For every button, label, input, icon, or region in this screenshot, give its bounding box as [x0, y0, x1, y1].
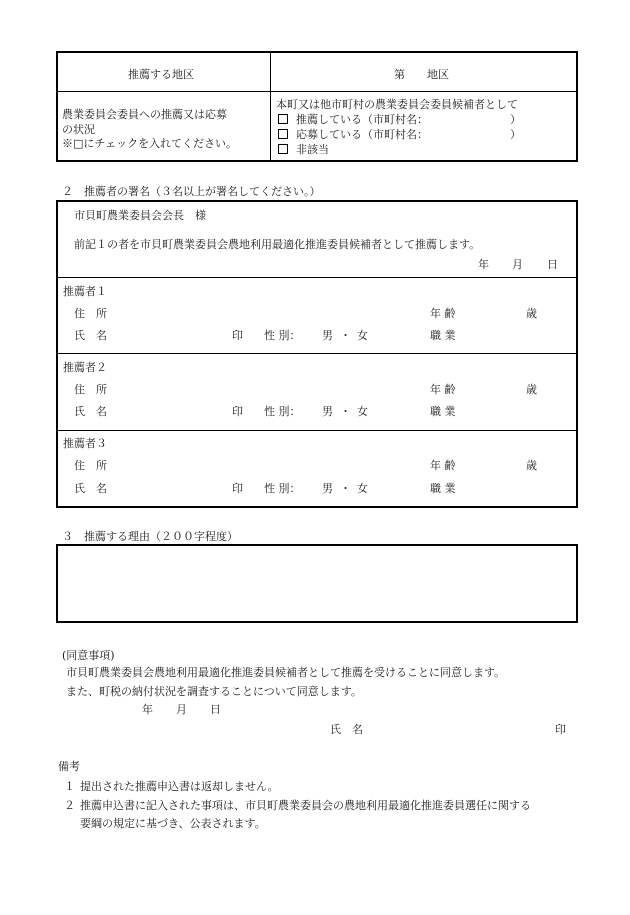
occupation-label: 職 業	[430, 405, 456, 418]
section2-heading: ２ 推薦者の署名（３名以上が署名してください。）	[62, 185, 321, 198]
gender-female[interactable]: 女	[357, 482, 368, 495]
age-label: 年 齢	[430, 383, 456, 396]
district-label: 推薦する地区	[128, 68, 194, 81]
gender-female[interactable]: 女	[357, 405, 368, 418]
option-applied-close: ）	[510, 128, 521, 141]
note-text: 提出された推薦申込書は返却しません。	[80, 780, 279, 793]
checkbox-icon[interactable]	[278, 114, 288, 124]
seal-mark: 印	[232, 329, 243, 342]
gender-separator: ・	[340, 482, 351, 495]
age-unit: 歳	[526, 383, 537, 396]
address-label: 住 所	[74, 307, 107, 320]
gender-male[interactable]: 男	[322, 405, 333, 418]
option-recommended[interactable]: 推薦している（市町村名：	[278, 111, 428, 127]
recommend-statement: 前記１の者を市貝町農業委員会農地利用最適化推進委員候補者として推薦します。	[74, 238, 481, 251]
recommender-divider-3	[57, 430, 577, 431]
date-day: 日	[547, 258, 558, 271]
occupation-label: 職 業	[430, 329, 456, 342]
section3-heading: ３ 推薦する理由（２００字程度）	[62, 530, 238, 543]
status-label-line3: ※□にチェックを入れてください。	[62, 137, 238, 150]
district-table-divider	[270, 52, 271, 161]
name-label: 氏 名	[74, 329, 107, 342]
status-label-line2: の状況	[62, 123, 95, 136]
address-label: 住 所	[74, 459, 107, 472]
recommender-divider-1	[57, 277, 577, 278]
addressee: 市貝町農業委員会会長 様	[74, 209, 206, 222]
option-not-applicable[interactable]: 非該当	[278, 141, 329, 157]
consent-year: 年	[142, 703, 153, 716]
address-label: 住 所	[74, 383, 107, 396]
recommender-title: 推薦者２	[63, 361, 107, 374]
notes-heading: 備考	[58, 760, 80, 773]
gender-female[interactable]: 女	[357, 329, 368, 342]
consent-name-label: 氏 名	[330, 723, 363, 736]
age-unit: 歳	[526, 459, 537, 472]
note-text-continued: 要綱の規定に基づき、公表されます。	[80, 817, 266, 830]
recommender-title: 推薦者３	[63, 437, 107, 450]
seal-mark: 印	[232, 405, 243, 418]
district-table-row-divider	[57, 91, 577, 92]
consent-month: 月	[176, 703, 187, 716]
gender-label: 性 別：	[264, 482, 301, 495]
consent-day: 日	[210, 703, 221, 716]
consent-line2: また、町税の納付状況を調査することについて同意します。	[66, 685, 362, 698]
note-number: ２	[64, 799, 75, 812]
checkbox-icon[interactable]	[278, 129, 288, 139]
age-label: 年 齢	[430, 307, 456, 320]
recommender-divider-2	[57, 353, 577, 354]
status-intro: 本町又は他市町村の農業委員会委員候補者として	[276, 98, 518, 111]
status-label-line1: 農業委員会委員への推薦又は応募	[62, 108, 227, 121]
option-recommended-close: ）	[510, 113, 521, 126]
gender-male[interactable]: 男	[322, 482, 333, 495]
note-text: 推薦申込書に記入された事項は、市貝町農業委員会の農地利用最適化推進委員選任に関する	[80, 799, 531, 812]
reason-textbox[interactable]	[56, 544, 578, 623]
age-label: 年 齢	[430, 459, 456, 472]
date-year: 年	[478, 258, 489, 271]
age-unit: 歳	[526, 307, 537, 320]
consent-seal: 印	[555, 723, 566, 736]
option-applied[interactable]: 応募している（市町村名：	[278, 126, 428, 142]
name-label: 氏 名	[74, 482, 107, 495]
occupation-label: 職 業	[430, 482, 456, 495]
recommender-title: 推薦者１	[63, 285, 107, 298]
consent-line1: 市貝町農業委員会農地利用最適化推進委員候補者として推薦を受けることに同意します。	[66, 666, 506, 679]
name-label: 氏 名	[74, 405, 107, 418]
gender-label: 性 別：	[264, 405, 301, 418]
date-month: 月	[512, 258, 523, 271]
checkbox-icon[interactable]	[278, 144, 288, 154]
note-number: １	[64, 780, 75, 793]
district-value: 第 地区	[394, 68, 449, 81]
gender-separator: ・	[340, 329, 351, 342]
gender-male[interactable]: 男	[322, 329, 333, 342]
seal-mark: 印	[232, 482, 243, 495]
consent-heading: (同意事項)	[62, 649, 115, 662]
gender-label: 性 別：	[264, 329, 301, 342]
gender-separator: ・	[340, 405, 351, 418]
